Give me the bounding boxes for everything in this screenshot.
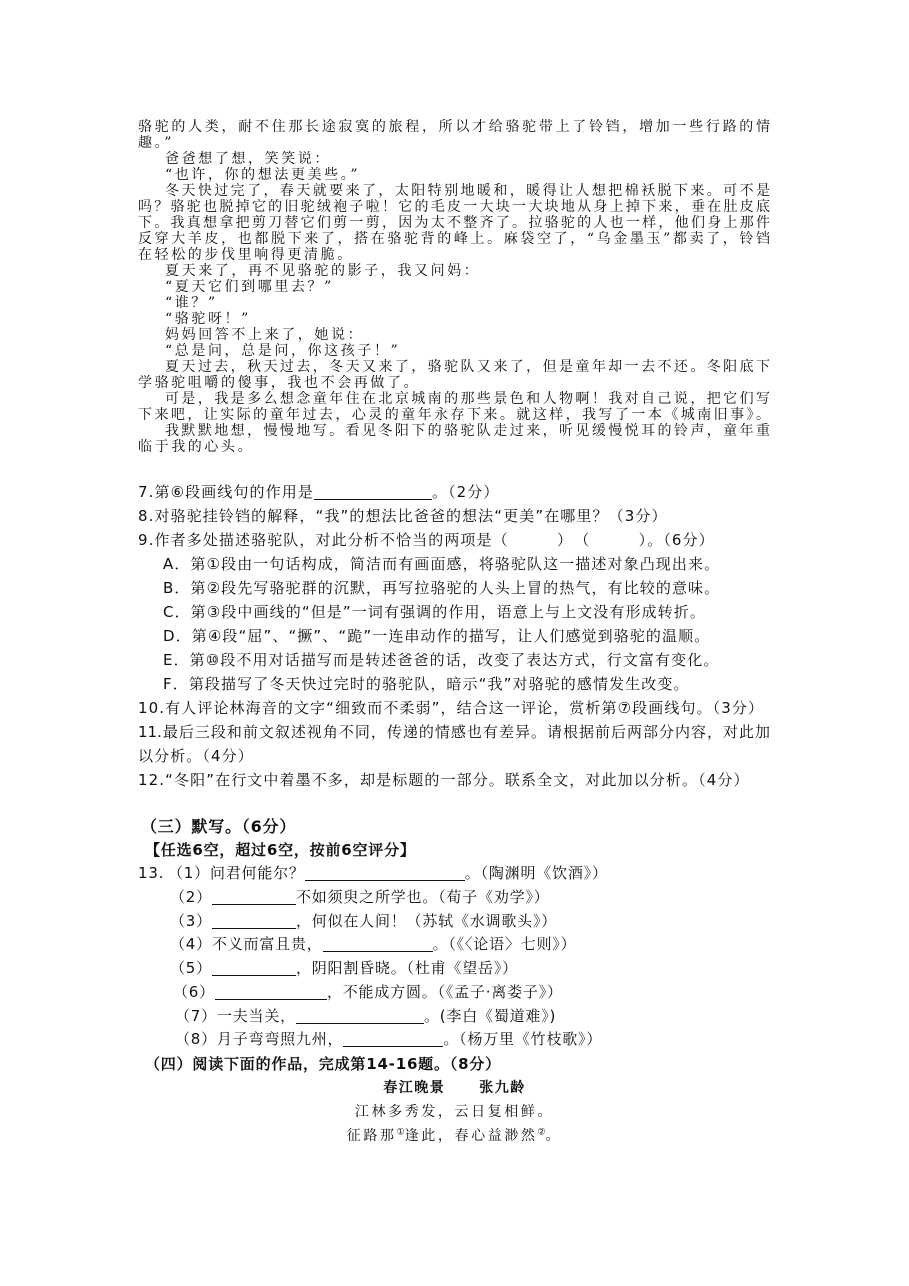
question-list bbox=[138, 480, 838, 792]
dictation-item bbox=[138, 957, 838, 981]
answer-blank bbox=[296, 1008, 424, 1024]
poem-heading bbox=[0, 1076, 909, 1100]
passage-line: “也许，你的想法更美些。” bbox=[165, 167, 361, 183]
passage-line: “谁？” bbox=[165, 295, 218, 311]
poem-text: 逢此，春心益渺然 bbox=[404, 1128, 538, 1144]
answer-blank bbox=[323, 936, 433, 952]
item-after: ，阴阳割昏晓。（杜甫《望岳》） bbox=[295, 959, 518, 978]
dictation-item bbox=[138, 933, 838, 957]
poem-text: 征路那 bbox=[346, 1128, 397, 1144]
question-7 bbox=[138, 480, 838, 504]
passage-line: 骆驼的人类，耐不住那长途寂寞的旅程，所以才给骆驼带上了铃铛，增加一些行路的情 bbox=[138, 119, 770, 135]
item-label: （7） bbox=[175, 1006, 217, 1025]
answer-blank bbox=[212, 889, 296, 905]
passage-line: 夏天过去，秋天过去，冬天又来了，骆驼队又来了，但是童年却一去不还。冬阳底下 bbox=[165, 359, 770, 375]
poem-section bbox=[0, 1052, 909, 1148]
dictation-section bbox=[138, 815, 838, 1052]
item-after: 。（陶渊明《饮酒》） bbox=[464, 864, 608, 883]
poem-line: 江林多秀发，云日复相鲜。 bbox=[354, 1104, 555, 1120]
item-after: 。（《〈论语〉七则》） bbox=[432, 935, 577, 954]
passage-line: 趣。” bbox=[138, 135, 174, 151]
poem-line bbox=[0, 1124, 909, 1148]
answer-blank bbox=[212, 913, 296, 929]
dictation-item bbox=[138, 862, 838, 886]
item-label: （2） bbox=[170, 888, 212, 907]
answer-blank bbox=[314, 484, 432, 500]
passage-line: 在轻松的步伐里响得更清脆。 bbox=[138, 247, 354, 263]
reading-passage bbox=[138, 119, 778, 455]
item-label: （8） bbox=[175, 1030, 217, 1049]
dictation-item bbox=[138, 886, 838, 910]
option-a: A．第①段由一句话构成，简洁而有画面感，将骆驼队这一描述对象凸现出来。 bbox=[163, 555, 721, 573]
item-after: ，不能成方圆。（《孟子·离娄子》） bbox=[326, 982, 563, 1001]
passage-line: 吗？骆驼也脱掉它的旧驼绒袍子啦！它的毛皮一大块一大块地从身上掉下来，垂在肚皮底 bbox=[138, 199, 770, 215]
section-title: （四）阅读下面的作品，完成第14-16题。（8分） bbox=[145, 1055, 501, 1073]
passage-line: 夏天来了，再不见骆驼的影子，我又问妈： bbox=[165, 263, 481, 279]
option-f: F．第段描写了冬天快过完时的骆驼队，暗示“我”对骆驼的感情发生改变。 bbox=[163, 675, 690, 693]
poem-text: 。 bbox=[545, 1128, 563, 1144]
passage-line: 学骆驼咀嚼的傻事，我也不会再做了。 bbox=[138, 375, 421, 391]
question-7-prefix: 7.第⑥段画线句的作用是 bbox=[138, 483, 314, 501]
footnote-marker: ① bbox=[396, 1127, 405, 1138]
passage-line: 我默默地想，慢慢地写。看见冬阳下的骆驼队走过来，听见缓慢悦耳的铃声，童年重 bbox=[165, 423, 770, 439]
answer-blank bbox=[343, 1031, 443, 1047]
passage-line: 下来吧，让实际的童年过去，心灵的童年永存下来。就这样，我写了一本《城南旧事》。 bbox=[138, 407, 770, 423]
option-e: E．第⑩段不用对话描写而是转述爸爸的话，改变了表达方式，行文富有变化。 bbox=[163, 651, 720, 669]
answer-blank bbox=[215, 984, 327, 1000]
question-11-line: 11.最后三段和前文叙述视角不同，传递的情感也有差异。请根据前后两部分内容，对此加 bbox=[138, 723, 770, 741]
option-c: C．第③段中画线的“但是”一词有强调的作用，语意上与上文没有形成转折。 bbox=[163, 603, 706, 621]
passage-line: 可是，我是多么想念童年住在北京城南的那些景色和人物啊！我对自己说，把它们写 bbox=[165, 391, 770, 407]
answer-blank bbox=[305, 865, 465, 881]
dictation-item bbox=[138, 1028, 838, 1052]
passage-line: 冬天快过完了，春天就要来了，太阳特别地暖和，暖得让人想把棉袄脱下来。可不是 bbox=[165, 183, 770, 199]
item-after: 不如须臾之所学也。（荀子《劝学》） bbox=[295, 888, 550, 907]
passage-line: “总是问，总是问，你这孩子！” bbox=[165, 343, 401, 359]
question-number: 13. bbox=[138, 864, 165, 883]
passage-line: 临于我的心头。 bbox=[138, 439, 255, 455]
dictation-item bbox=[138, 1005, 838, 1029]
item-label: （1） bbox=[168, 864, 210, 883]
dictation-item bbox=[138, 981, 838, 1005]
question-11-line: 以分析。（4分） bbox=[138, 747, 254, 765]
section-note: 【任选6空，超过6空，按前6空评分】 bbox=[145, 840, 416, 859]
item-label: （3） bbox=[170, 911, 212, 930]
passage-line: “夏天它们到哪里去？” bbox=[165, 279, 334, 295]
question-7-suffix: 。（2分） bbox=[431, 483, 500, 501]
item-after: 。（杨万里《竹枝歌》） bbox=[443, 1030, 603, 1049]
question-8: 8.对骆驼挂铃铛的解释，“我”的想法比爸爸的想法“更美”在哪里？（3分） bbox=[138, 507, 668, 525]
passage-line: 爸爸想了想，笑笑说： bbox=[165, 151, 331, 167]
poem-title: 春江晚景 bbox=[383, 1080, 446, 1096]
question-9-stem: 9.作者多处描述骆驼队，对此分析不恰当的两项是（ ） （ ）。（6分） bbox=[138, 531, 715, 549]
footnote-marker: ② bbox=[537, 1127, 546, 1138]
poem-author: 张九龄 bbox=[479, 1080, 526, 1096]
item-before: 问君何能尔？ bbox=[209, 864, 305, 883]
item-after: 。(李白《蜀道难》) bbox=[423, 1006, 557, 1025]
passage-line: 妈妈回答不上来了，她说： bbox=[165, 327, 365, 343]
section-title: （三）默写。（6分） bbox=[141, 817, 297, 836]
item-before: 不义而富且贵， bbox=[211, 935, 323, 954]
answer-blank bbox=[212, 960, 296, 976]
question-10: 10.有人评论林海音的文字“细致而不柔弱”，结合这一评论，赏析第⑦段画线句。（3分） bbox=[138, 699, 765, 717]
question-12: 12.“冬阳”在行文中着墨不多，却是标题的一部分。联系全文，对此加以分析。（4分） bbox=[138, 771, 750, 789]
item-after: ，何似在人间！（苏轼《水调歌头》） bbox=[295, 911, 558, 930]
dictation-item bbox=[138, 910, 838, 934]
option-b: B．第②段先写骆驼群的沉默，再写拉骆驼的人头上冒的热气，有比较的意味。 bbox=[163, 579, 721, 597]
option-d: D．第④段“屈”、“撅”、“跪”一连串动作的描写，让人们感觉到骆驼的温顺。 bbox=[163, 627, 711, 645]
item-before: 一夫当关， bbox=[216, 1006, 296, 1025]
item-label: （5） bbox=[170, 959, 212, 978]
passage-line: “骆驼呀！” bbox=[165, 311, 251, 327]
item-label: （6） bbox=[173, 982, 215, 1001]
passage-line: 反穿大羊皮，也都脱下来了，搭在骆驼背的峰上。麻袋空了，“乌金墨玉”都卖了，铃铛 bbox=[138, 231, 770, 247]
item-before: 月子弯弯照九州， bbox=[216, 1030, 344, 1049]
item-label: （4） bbox=[170, 935, 212, 954]
passage-line: 下。我真想拿把剪刀替它们剪一剪，因为太不整齐了。拉骆驼的人也一样，他们身上那件 bbox=[138, 215, 770, 231]
